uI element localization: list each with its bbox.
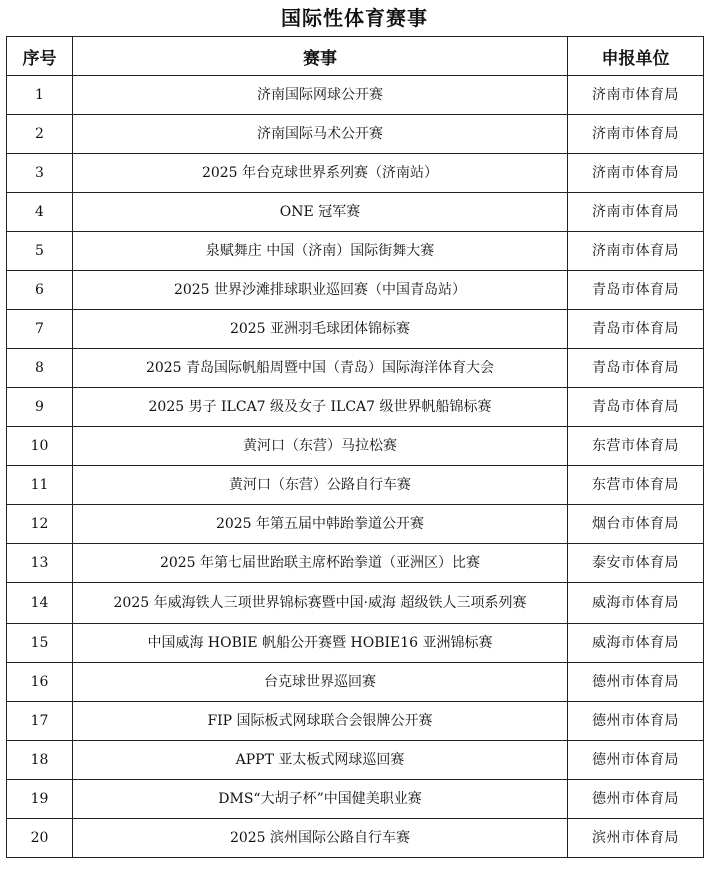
row-number: 17 — [7, 702, 73, 741]
row-number: 13 — [7, 544, 73, 583]
row-number: 12 — [7, 505, 73, 544]
organization: 济南市体育局 — [568, 232, 704, 271]
table-row — [7, 583, 704, 624]
table-row — [7, 624, 704, 663]
events-table — [6, 36, 704, 858]
organization: 德州市体育局 — [568, 663, 704, 702]
event-name: 2025 亚洲羽毛球团体锦标赛 — [73, 310, 568, 349]
event-name: 济南国际马术公开赛 — [73, 115, 568, 154]
table-row — [7, 663, 704, 702]
organization: 青岛市体育局 — [568, 388, 704, 427]
table-row — [7, 702, 704, 741]
event-name: 黄河口（东营）马拉松赛 — [73, 427, 568, 466]
table-row — [7, 741, 704, 780]
table-row — [7, 310, 704, 349]
row-number: 8 — [7, 349, 73, 388]
row-number: 9 — [7, 388, 73, 427]
organization: 德州市体育局 — [568, 702, 704, 741]
event-name: 2025 年第七届世跆联主席杯跆拳道（亚洲区）比赛 — [73, 544, 568, 583]
organization: 泰安市体育局 — [568, 544, 704, 583]
table-row — [7, 466, 704, 505]
row-number: 18 — [7, 741, 73, 780]
table-row — [7, 232, 704, 271]
event-name: ONE 冠军赛 — [73, 193, 568, 232]
row-number: 4 — [7, 193, 73, 232]
table-row — [7, 115, 704, 154]
organization: 济南市体育局 — [568, 193, 704, 232]
column-header-organization: 申报单位 — [568, 37, 704, 76]
organization: 威海市体育局 — [568, 583, 704, 624]
table-row — [7, 154, 704, 193]
row-number: 19 — [7, 780, 73, 819]
event-name: 中国威海 HOBIE 帆船公开赛暨 HOBIE16 亚洲锦标赛 — [73, 624, 568, 663]
row-number: 7 — [7, 310, 73, 349]
organization: 德州市体育局 — [568, 780, 704, 819]
organization: 德州市体育局 — [568, 741, 704, 780]
table-row — [7, 544, 704, 583]
organization: 青岛市体育局 — [568, 310, 704, 349]
table-row — [7, 76, 704, 115]
event-name: 2025 男子 ILCA7 级及女子 ILCA7 级世界帆船锦标赛 — [73, 388, 568, 427]
table-row — [7, 505, 704, 544]
row-number: 3 — [7, 154, 73, 193]
organization: 威海市体育局 — [568, 624, 704, 663]
organization: 青岛市体育局 — [568, 271, 704, 310]
row-number: 20 — [7, 819, 73, 858]
organization: 济南市体育局 — [568, 76, 704, 115]
row-number: 11 — [7, 466, 73, 505]
row-number: 2 — [7, 115, 73, 154]
organization: 青岛市体育局 — [568, 349, 704, 388]
event-name: 泉赋舞庄 中国（济南）国际街舞大赛 — [73, 232, 568, 271]
page-title: 国际性体育赛事 — [281, 6, 428, 30]
event-name: FIP 国际板式网球联合会银牌公开赛 — [73, 702, 568, 741]
event-name: 2025 世界沙滩排球职业巡回赛（中国青岛站） — [73, 271, 568, 310]
event-name: 2025 年第五届中韩跆拳道公开赛 — [73, 505, 568, 544]
event-name: 2025 年台克球世界系列赛（济南站） — [73, 154, 568, 193]
table-row — [7, 271, 704, 310]
header-row — [7, 37, 704, 76]
row-number: 14 — [7, 583, 73, 624]
table-row — [7, 780, 704, 819]
column-header-event: 赛事 — [73, 37, 568, 76]
event-name: DMS“大胡子杯”中国健美职业赛 — [73, 780, 568, 819]
event-name: 黄河口（东营）公路自行车赛 — [73, 466, 568, 505]
organization: 滨州市体育局 — [568, 819, 704, 858]
row-number: 6 — [7, 271, 73, 310]
table-row — [7, 819, 704, 858]
row-number: 16 — [7, 663, 73, 702]
table-row — [7, 427, 704, 466]
event-name: 台克球世界巡回赛 — [73, 663, 568, 702]
organization: 济南市体育局 — [568, 115, 704, 154]
event-name: APPT 亚太板式网球巡回赛 — [73, 741, 568, 780]
table-row — [7, 193, 704, 232]
organization: 济南市体育局 — [568, 154, 704, 193]
event-name: 2025 青岛国际帆船周暨中国（青岛）国际海洋体育大会 — [73, 349, 568, 388]
table-row — [7, 388, 704, 427]
event-name: 济南国际网球公开赛 — [73, 76, 568, 115]
organization: 烟台市体育局 — [568, 505, 704, 544]
organization: 东营市体育局 — [568, 466, 704, 505]
row-number: 1 — [7, 76, 73, 115]
column-header-number: 序号 — [7, 37, 73, 76]
event-name: 2025 滨州国际公路自行车赛 — [73, 819, 568, 858]
event-name: 2025 年威海铁人三项世界锦标赛暨中国·威海 超级铁人三项系列赛 — [73, 583, 568, 624]
row-number: 15 — [7, 624, 73, 663]
table-row — [7, 349, 704, 388]
organization: 东营市体育局 — [568, 427, 704, 466]
row-number: 5 — [7, 232, 73, 271]
row-number: 10 — [7, 427, 73, 466]
